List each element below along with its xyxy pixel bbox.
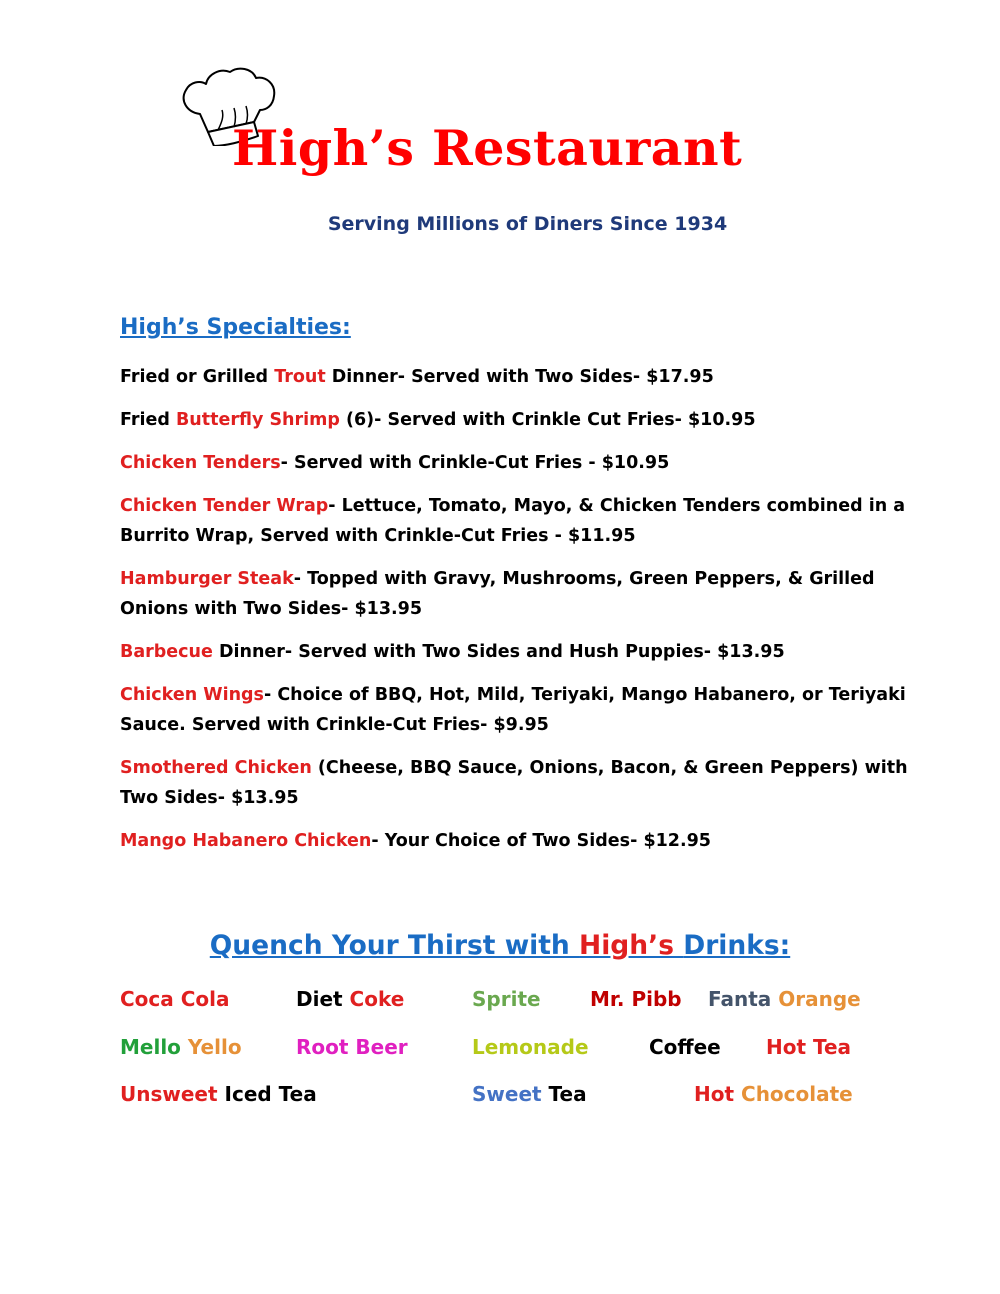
drink-unsweet: Unsweet [120,1082,225,1106]
menu-item [120,448,910,478]
drink-sprite: Sprite [472,987,541,1011]
drinks-heading-highlight: High’s [579,930,684,961]
item-name: Barbecue [120,642,213,662]
drink-orange: Orange [778,987,861,1011]
specialties-heading: High’s Specialties: [120,315,351,340]
item-description: - Served with Crinkle-Cut Fries - $10.95 [280,453,670,473]
drink-coffee: Coffee [649,1035,721,1059]
menu-item [120,753,910,813]
drink-sweet: Sweet [472,1082,549,1106]
item-name: Chicken Tenders [120,453,281,473]
item-text: Fried or Grilled [120,367,275,387]
item-name: Hamburger Steak [120,569,294,589]
drink-diet-coke [296,985,404,1013]
item-description: - Your Choice of Two Sides- $12.95 [371,831,711,851]
item-name: Trout [274,367,326,387]
drink-tea: Tea [548,1082,587,1106]
menu-item [120,362,910,392]
drink-fanta: Fanta [708,987,779,1011]
drink-mello: Mello [120,1035,188,1059]
drink-coca-cola: Coca Cola [120,987,230,1011]
menu-item [120,680,910,740]
drink-unsweet-iced-tea [120,1080,317,1108]
drink-root-beer: Root Beer [296,1035,408,1059]
item-description: Dinner- Served with Two Sides and Hush Puppies- $13.95 [212,642,785,662]
item-name: Chicken Tender Wrap [120,496,329,516]
item-name: Smothered Chicken [120,758,312,778]
drinks-heading [0,926,1000,966]
drink-mr-pibb: Mr. Pibb [590,987,682,1011]
drink-chocolate: Chocolate [741,1082,853,1106]
item-name: Butterfly Shrimp [175,410,340,430]
item-name: Chicken Wings [120,685,264,705]
drink-hot: Hot [694,1082,742,1106]
item-description: - Choice of BBQ, Hot, Mild, Teriyaki, Mango Habanero, or Teriyaki Sauce. Served with Crinkle-Cut Fries- $9.95 [120,685,906,735]
menu-item [120,826,910,856]
drinks-heading-end: Drinks: [683,930,791,961]
menu-item [120,637,910,667]
item-name: Mango Habanero Chicken [120,831,372,851]
drink-hot-tea: Hot Tea [766,1035,852,1059]
drink-iced-tea: Iced Tea [224,1082,317,1106]
drink-mello-yello [120,1033,242,1061]
drink-yello: Yello [187,1035,242,1059]
menu-item [120,564,910,624]
drink-hot-chocolate [694,1080,853,1108]
drinks-heading-start: Quench Your Thirst with [209,930,580,961]
menu-item [120,405,910,435]
drink-diet: Diet [296,987,350,1011]
menu-item [120,491,910,551]
drink-fanta-orange [708,985,861,1013]
restaurant-title: High’s Restaurant [232,119,743,177]
item-description: - Lettuce, Tomato, Mayo, & Chicken Tenders combined in a Burrito Wrap, Served with Crinkle-Cut Fries - $11.95 [120,496,906,546]
drink-coke: Coke [349,987,405,1011]
item-description: Dinner- Served with Two Sides- $17.95 [325,367,714,387]
specialties-list [120,362,910,869]
tagline: Serving Millions of Diners Since 1934 [327,213,728,235]
drink-lemonade: Lemonade [472,1035,589,1059]
item-description: - Topped with Gravy, Mushrooms, Green Peppers, & Grilled Onions with Two Sides- $13.95 [120,569,875,619]
drink-sweet-tea [472,1080,587,1108]
item-description: (6)- Served with Crinkle Cut Fries- $10.95 [339,410,756,430]
item-text: Fried [120,410,176,430]
item-description: (Cheese, BBQ Sauce, Onions, Bacon, & Green Peppers) with Two Sides- $13.95 [120,758,908,808]
